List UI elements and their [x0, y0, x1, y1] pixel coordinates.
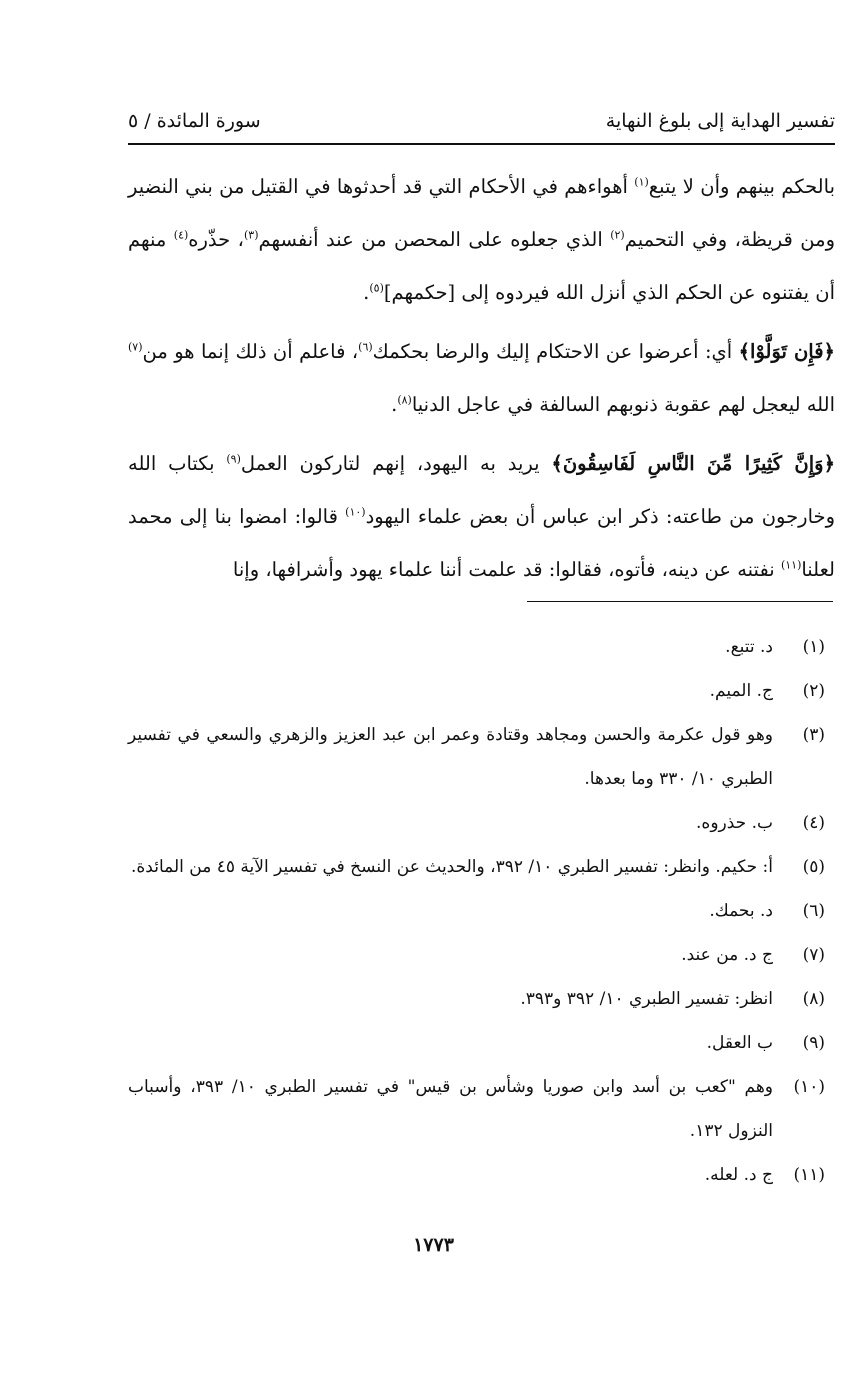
footnote-text: أ: حكيم. وانظر: تفسير الطبري ١٠/ ٣٩٢، والحديث عن النسخ في تفسير الآية ٤٥ من المائدة.	[131, 857, 773, 877]
footnote-ref-10: (١٠)	[345, 505, 366, 519]
footnote-text: وهم "كعب بن أسد وابن صوريا وشأس بن قيس" في تفسير الطبري ١٠/ ٣٩٣، وأسباب النزول ١٣٢.	[128, 1077, 773, 1141]
footnote-number: (٦)	[802, 901, 825, 921]
footnote-text: ج د. من عند.	[681, 945, 773, 965]
footnote-ref-7: (٧)	[128, 340, 143, 354]
footnote-ref-5: (٥)	[369, 281, 384, 295]
header-divider	[128, 143, 835, 145]
footnote-number: (١)	[802, 637, 825, 657]
footnote-item	[128, 889, 835, 933]
footnote-number: (٢)	[802, 681, 825, 701]
footnote-text: د. بحمك.	[709, 901, 773, 921]
surah-label: سورة المائدة / ٥	[128, 110, 261, 132]
footnote-item	[128, 933, 835, 977]
footnote-ref-6: (٦)	[358, 340, 373, 354]
running-header	[128, 96, 835, 132]
footnote-ref-4: (٤)	[173, 228, 189, 242]
footnote-divider	[527, 601, 833, 602]
footnote-text: د. تتبع.	[725, 637, 773, 657]
footnote-item	[128, 977, 835, 1021]
footnote-ref-11: (١١)	[780, 558, 802, 572]
footnote-text: ب العقل.	[706, 1033, 773, 1053]
footnote-item	[128, 1153, 835, 1197]
paragraph-1: بالحكم بينهم وأن لا يتبع$^{(١)}$ أهواءهم في الأحكام التي قد أحدثوها في القتيل من بني النضير ومن قريظة، وفي التحميم$^{(٢)}$ الذي جعلوه على المحصن من عند أنفسهم$^{(٣)}$، حذّره$^{(٤)}$ منهم أن يفتنوه عن الحكم الذي أنزل الله فيردوه إلى [حكمهم]$^{(٥)}$.	[128, 175, 836, 304]
paragraph-2: ﴿فَإِن تَوَلَّوْا﴾ أي: أعرضوا عن الاحتكام إليك والرضا بحكمك$^{(٦)}$، فاعلم أن ذلك إنما هو من$^{(٧)}$ الله ليعجل لهم عقوبة ذنوبهم السالفة في عاجل الدنيا$^{(٨)}$.	[128, 340, 835, 416]
footnote-text: ج د. لعله.	[704, 1165, 773, 1185]
footnote-ref-2: (٢)	[610, 228, 625, 242]
footnote-number: (١٠)	[793, 1077, 825, 1097]
footnote-text: وهو قول عكرمة والحسن ومجاهد وقتادة وعمر ابن عبد العزيز والزهري والسعي في تفسير الطبري ١٠/ ٣٣٠ وما بعدها.	[128, 725, 773, 789]
footnote-number: (٩)	[802, 1033, 825, 1053]
quran-verse: ﴿وَإِنَّ كَثِيرًا مِّنَ النَّاسِ لَفَاسِقُونَ﴾	[551, 452, 836, 475]
footnote-ref-3: (٣)	[243, 228, 259, 242]
footnotes-list	[128, 625, 835, 1197]
footnote-text: ج. الميم.	[709, 681, 773, 701]
footnote-number: (٨)	[802, 989, 825, 1009]
book-title: تفسير الهداية إلى بلوغ النهاية	[605, 110, 835, 132]
footnote-item	[128, 713, 835, 801]
footnote-number: (٣)	[802, 725, 825, 745]
footnote-item	[128, 669, 835, 713]
footnote-number: (٧)	[802, 945, 825, 965]
footnote-text: انظر: تفسير الطبري ١٠/ ٣٩٢ و٣٩٣.	[520, 989, 773, 1009]
footnote-item	[128, 1021, 835, 1065]
footnote-number: (١١)	[793, 1165, 825, 1185]
footnote-item	[128, 625, 835, 669]
main-text	[128, 160, 835, 596]
footnote-number: (٤)	[802, 813, 825, 833]
footnote-text: ب. حذروه.	[696, 813, 773, 833]
footnote-number: (٥)	[802, 857, 825, 877]
footnote-ref-8: (٨)	[397, 393, 412, 407]
page-number: ١٧٧٣	[413, 1234, 454, 1256]
footnote-item	[128, 845, 835, 889]
footnote-item	[128, 801, 835, 845]
quran-verse: ﴿فَإِن تَوَلَّوْا﴾	[738, 340, 835, 363]
paragraph-3: ﴿وَإِنَّ كَثِيرًا مِّنَ النَّاسِ لَفَاسِقُونَ﴾ يريد به اليهود، إنهم لتاركون العمل$^{(٩)}$ بكتاب الله وخارجون من طاعته: ذكر ابن عباس أن بعض علماء اليهود$^{(١٠)}$ قالوا: امضوا بنا إلى محمد لعلنا$^{(١١)}$ نفتنه عن دينه، فأتوه، فقالوا: قد علمت أننا علماء يهود وأشرافها، وإنا	[128, 452, 836, 581]
footnote-ref-1: (١)	[634, 175, 649, 189]
footnote-ref-9: (٩)	[226, 452, 241, 466]
footnote-item	[128, 1065, 835, 1153]
